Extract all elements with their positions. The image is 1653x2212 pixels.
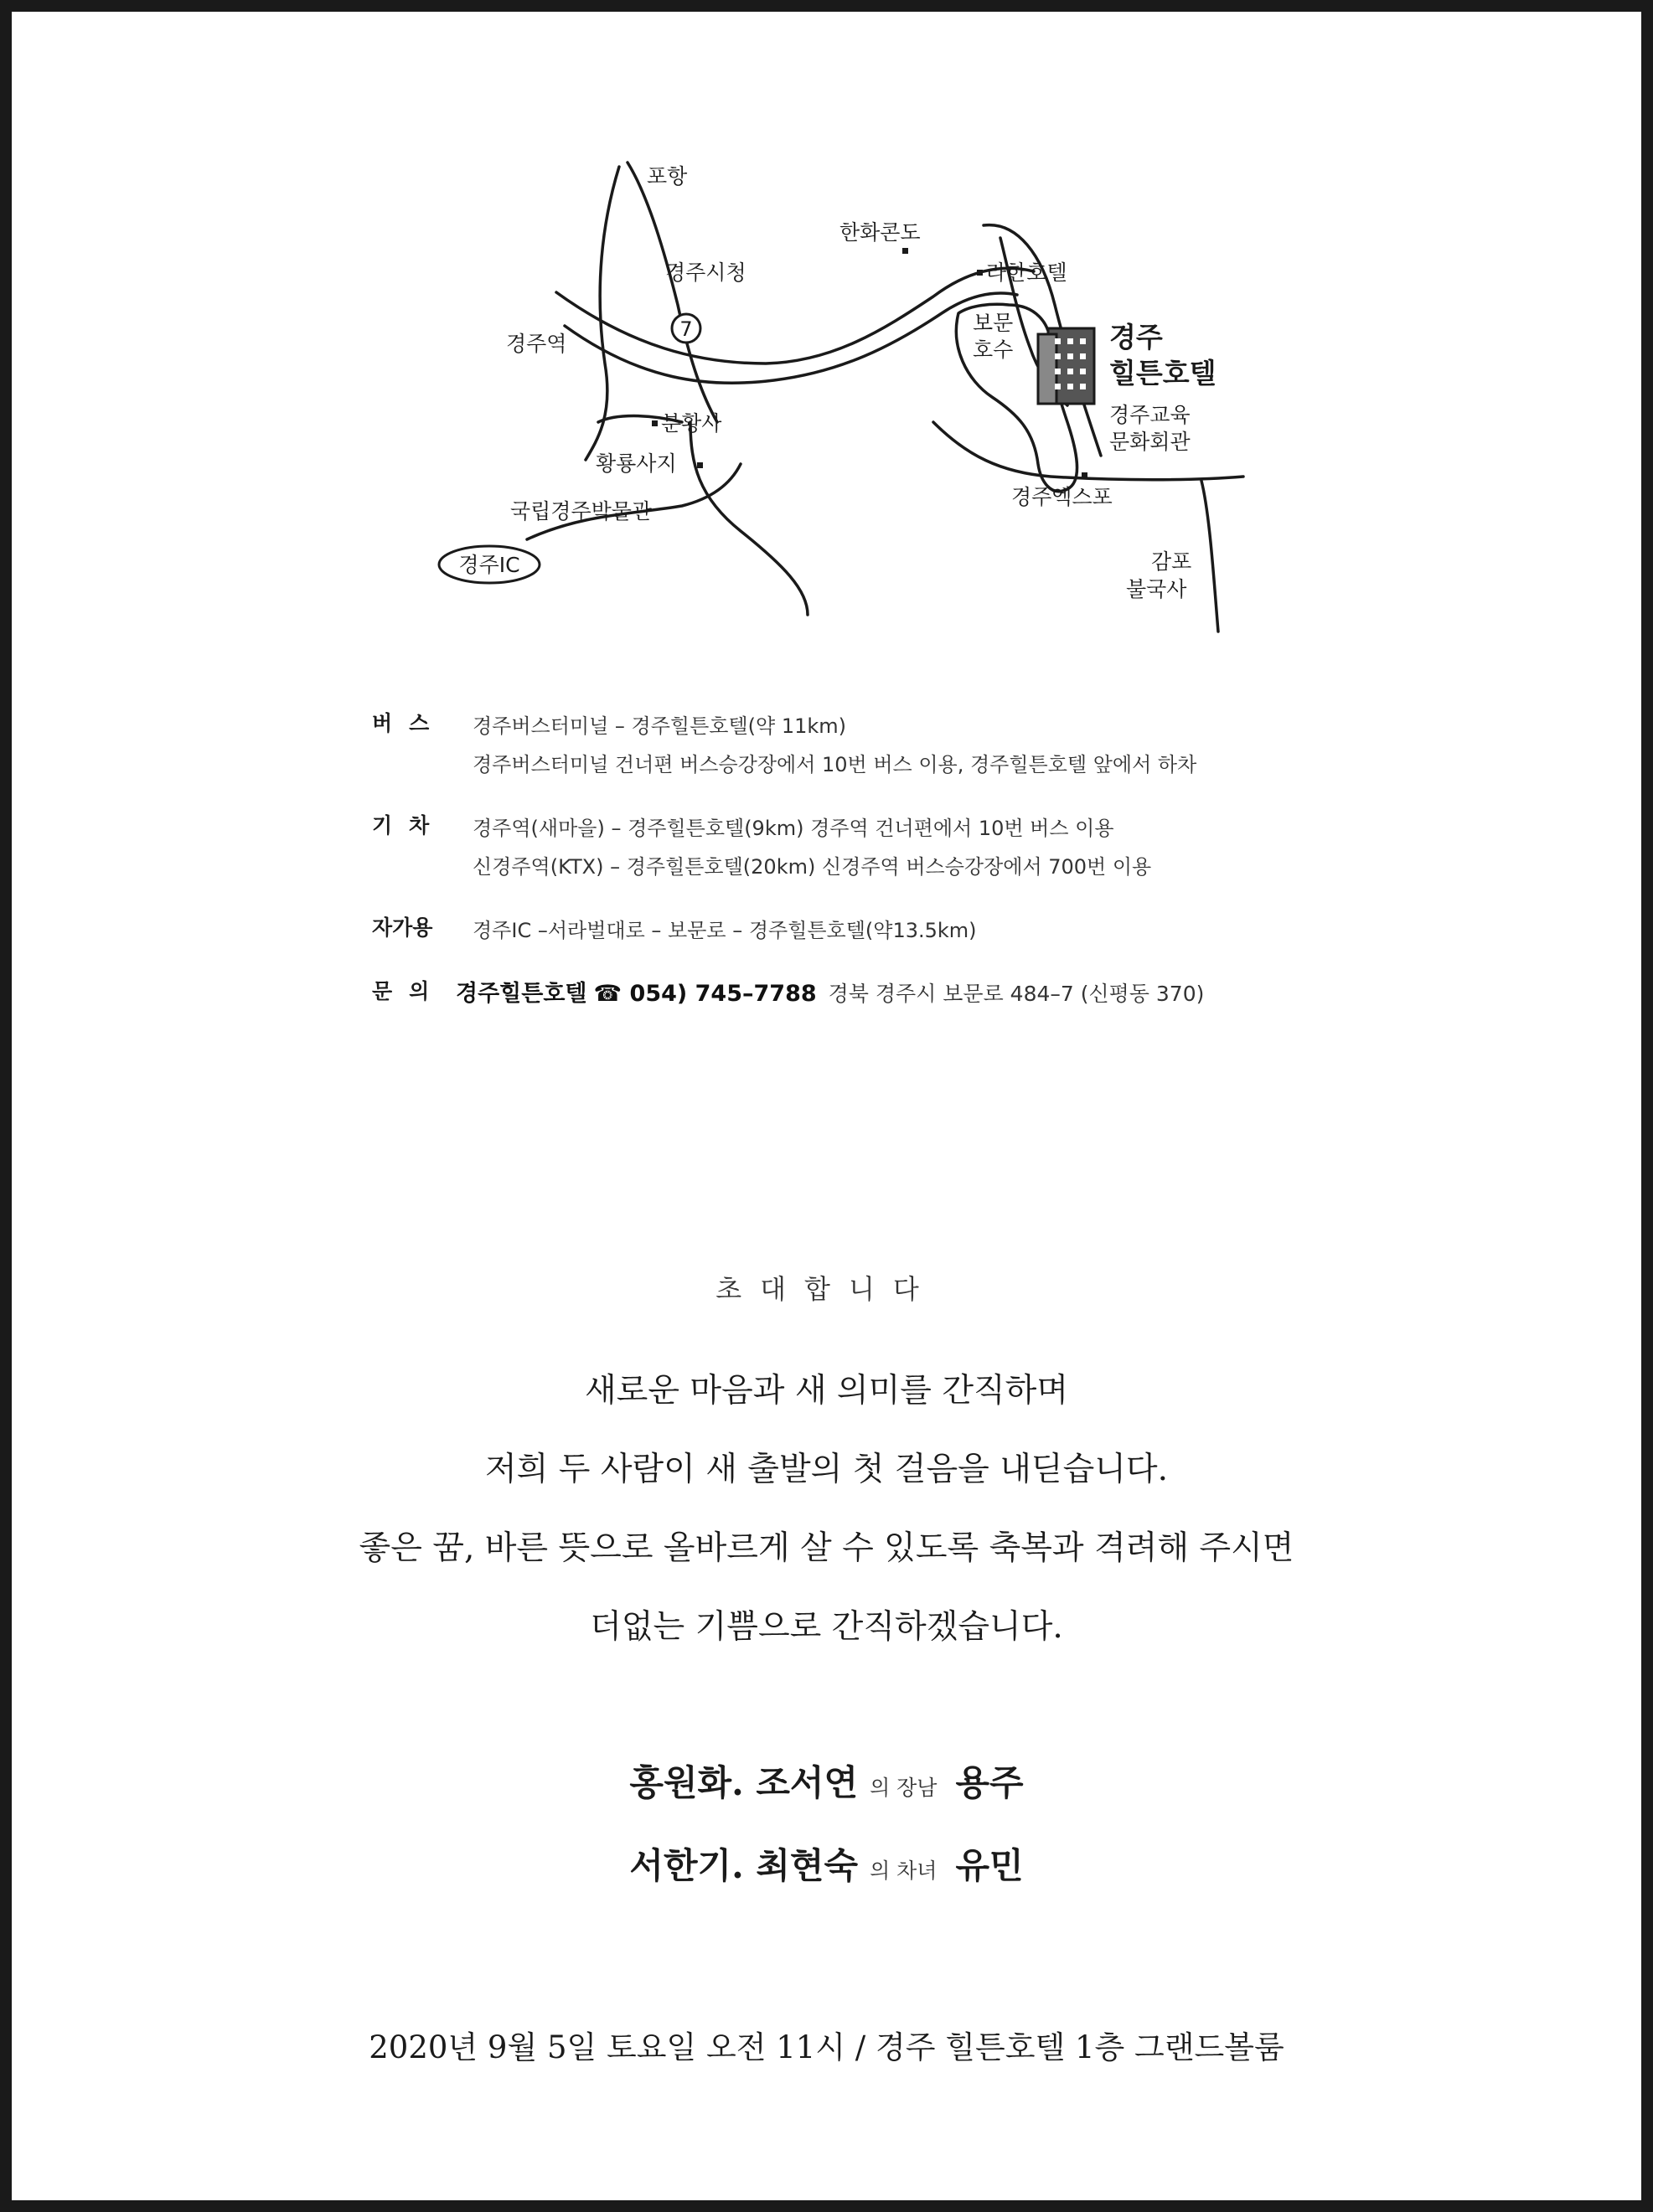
- expo-marker: [1082, 472, 1087, 478]
- label-culture-1: 경주교육: [1109, 403, 1191, 427]
- label-expo: 경주엑스포: [1011, 485, 1113, 509]
- directions-car: [372, 911, 1377, 950]
- road-south: [690, 422, 808, 615]
- car-line-1: 경주IC –서라벌대로 – 보문로 – 경주힐튼호텔(약13.5km): [473, 919, 977, 942]
- contact-label: 문의: [372, 979, 447, 1003]
- car-label: 자가용: [372, 915, 433, 940]
- label-hilton-1: 경주: [1109, 321, 1163, 353]
- map-drawing: [414, 146, 1285, 648]
- directions-block: [372, 707, 1377, 1039]
- message-line-4: 더없는 기쁨으로 간직하겠습니다.: [590, 1608, 1063, 1646]
- label-hwangnyongsaji: 황룡사지: [596, 451, 677, 476]
- bride-parents: 서한기. 최현숙: [629, 1845, 859, 1886]
- road-east-a: [556, 268, 1034, 364]
- groom-name: 용주: [955, 1762, 1024, 1803]
- label-gampo-1: 감포: [1151, 549, 1192, 574]
- road-gampo: [1201, 481, 1218, 632]
- directions-bus: [372, 707, 1377, 784]
- hilton-building-icon: [1038, 328, 1094, 404]
- label-gyeongju-ic: 경주IC: [458, 553, 520, 577]
- groom-parents: 홍원화. 조서연: [629, 1762, 859, 1803]
- bus-line-1: 경주버스터미널 – 경주힐튼호텔(약 11km): [473, 714, 847, 738]
- label-gampo-2: 불국사: [1126, 577, 1187, 601]
- bride-relation: 의 차녀: [870, 1859, 938, 1883]
- label-city-hall: 경주시청: [665, 260, 746, 285]
- hwangnyongsa-marker: [697, 462, 703, 468]
- contact-address: 경북 경주시 보문로 484–7 (신평동 370): [828, 982, 1205, 1006]
- groom-relation: 의 장남: [870, 1776, 938, 1800]
- label-pohang: 포항: [647, 164, 688, 188]
- bunhwangsa-marker: [652, 420, 658, 426]
- families-block: [12, 1745, 1641, 1911]
- message-line-3: 좋은 꿈, 바른 뜻으로 올바르게 살 수 있도록 축복과 격려해 주시면: [359, 1529, 1294, 1567]
- label-bomun-2: 호수: [973, 338, 1014, 362]
- road-expo-a: [933, 422, 1243, 480]
- contact-phone: ☎ 054) 745–7788: [593, 981, 817, 1007]
- lahan-marker: [977, 270, 983, 276]
- label-culture-2: 문화회관: [1109, 430, 1191, 454]
- road-east-b: [565, 293, 1017, 383]
- bride-name: 유민: [955, 1845, 1024, 1886]
- train-label: 기차: [372, 813, 447, 838]
- event-details: 2020년 9월 5일 토요일 오전 11시 / 경주 힐튼호텔 1층 그랜드볼룸: [369, 2029, 1284, 2065]
- label-hanwha-condo: 한화콘도: [839, 220, 921, 245]
- message-line-2: 저희 두 사람이 새 출발의 첫 걸음을 내딛습니다.: [485, 1451, 1168, 1488]
- road-pohang-a: [628, 162, 717, 422]
- contact-hotel-name: 경주힐튼호텔: [456, 981, 587, 1007]
- invitation-message: [12, 1352, 1641, 1667]
- label-hilton-2: 힐튼호텔: [1109, 357, 1217, 389]
- bride-line: [12, 1828, 1641, 1911]
- bus-line-2: 경주버스터미널 건너편 버스승강장에서 10번 버스 이용, 경주힐튼호텔 앞에서 하차: [473, 753, 1197, 776]
- hanwha-marker: [902, 248, 908, 254]
- label-bunhwangsa: 분황사: [661, 411, 722, 436]
- label-lahan-hotel: 라한호텔: [986, 260, 1067, 285]
- location-map: [414, 146, 1285, 648]
- label-gyeongju-station: 경주역: [506, 332, 567, 356]
- label-bomun-1: 보문: [973, 311, 1014, 335]
- message-line-1: 새로운 마음과 새 의미를 간직하며: [584, 1372, 1069, 1410]
- bus-label: 버스: [372, 711, 447, 735]
- invitation-title: 초대합니다: [715, 1273, 938, 1305]
- label-museum: 국립경주박물관: [510, 499, 653, 523]
- invitation-page: [12, 12, 1641, 2200]
- train-line-2: 신경주역(KTX) – 경주힐튼호텔(20km) 신경주역 버스승강장에서 700번 이용: [473, 855, 1152, 879]
- train-line-1: 경주역(새마을) – 경주힐튼호텔(9km) 경주역 건너편에서 10번 버스 이용: [473, 817, 1114, 840]
- groom-line: [12, 1745, 1641, 1828]
- directions-train: [372, 809, 1377, 886]
- route-7-label: 7: [679, 317, 693, 341]
- directions-contact: [372, 975, 1377, 1013]
